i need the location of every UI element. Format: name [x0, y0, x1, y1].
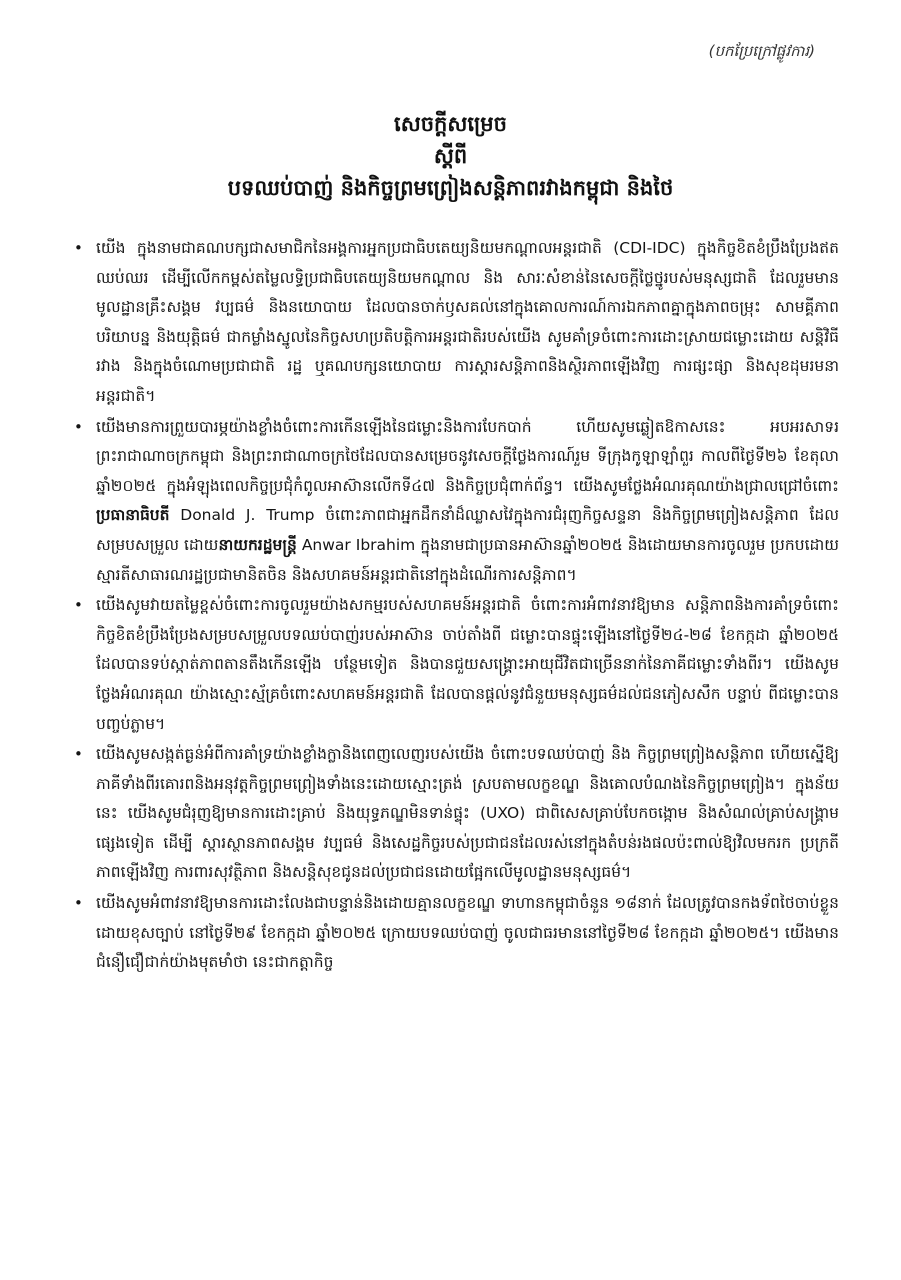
document-title-about: ស្តីពី [433, 144, 468, 168]
paragraph-4 [76, 740, 839, 888]
unofficial-translation-note: (បកប្រែក្រៅផ្លូវការ) [708, 42, 815, 60]
bullet-icon: • [74, 745, 83, 764]
paragraph-text: Anwar Ibrahim ក្នុងនាមជាប្រធានអាស៊ានឆ្នាំ២០២៥ និងដោយមានការចូលរួម ប្រកបដោយស្មារតីសាធារណរដ្ឋប្រជាមានិតចិន និងសហគមន៍អន្តរជាតិនៅក្នុងដំណើរការសន្តិភាព។ [96, 535, 840, 584]
resolution-body [76, 234, 839, 979]
paragraph-1 [76, 234, 839, 412]
title-block [0, 108, 901, 204]
paragraph-2 [76, 413, 839, 591]
bullet-icon: • [74, 417, 83, 436]
bullet-icon: • [74, 239, 83, 257]
bullet-icon: • [74, 894, 83, 913]
president-title: ប្រធានាធិបតី [96, 506, 170, 525]
prime-minister-title: នាយករដ្ឋមន្ត្រី [218, 535, 297, 554]
paragraph-text: យើងសូមសង្កត់ធ្ងន់អំពីការគាំទ្រយ៉ាងខ្លាំងក្លានិងពេញលេញរបស់យើង ចំពោះបទឈប់បាញ់ និង កិច្ចព្រមព្រៀងសន្តិភាព ហើយស្នើឱ្យភាគីទាំងពីរគោរពនិងអនុវត្តកិច្ចព្រមព្រៀងទាំងនេះដោយស្មោះត្រង់ ស្របតាមលក្ខខណ្ឌ និងគោលបំណងនៃកិច្ចព្រមព្រៀង។ ក្នុងន័យនេះ យើងសូមជំរុញឱ្យមានការដោះគ្រាប់ និងយុទ្ធភណ្ឌមិនទាន់ផ្ទុះ (UXO) ជាពិសេសគ្រាប់បែកចង្កោម និងសំណល់គ្រាប់សង្គ្រាមផ្សេងទៀត ដើម្បី ស្តារស្ថានភាពសង្គម វប្បធម៌ និងសេដ្ឋកិច្ចរបស់ប្រជាជនដែលរស់នៅក្នុងតំបន់រងផលប៉ះពាល់ឱ្យវិលមករក ប្រក្រតីភាពឡើងវិញ ការពារសុវត្ថិភាព និងសន្តិសុខជូនដល់ប្រជាជនដោយផ្អែកលើមូលដ្ឋានមនុស្សធម៌។ [96, 745, 839, 882]
paragraph-5 [76, 889, 839, 978]
document-title: សេចក្តីសម្រេច [394, 112, 507, 136]
document-subject: បទឈប់បាញ់ និងកិច្ចព្រមព្រៀងសន្តិភាពរវាងកម្ពុជា និងថៃ [227, 176, 674, 200]
paragraph-text: Donald J. Trump ចំពោះភាពជាអ្នកដឹកនាំដ៏ឈ្លាសវៃក្នុងការជំរុញកិច្ចសន្ទនា និងកិច្ចព្រមព្រៀងសន្តិភាព ដែលសម្របសម្រួល ដោយ [96, 506, 839, 554]
paragraph-text: យើងសូមអំពាវនាវឱ្យមានការដោះលែងជាបន្ទាន់និងដោយគ្មានលក្ខខណ្ឌ ទាហានកម្ពុជាចំនួន ១៨នាក់ ដែលត្រូវបានកងទ័ពថៃចាប់ខ្លួនដោយខុសច្បាប់ នៅថ្ងៃទី២៩ ខែកក្កដា ឆ្នាំ២០២៥ ក្រោយបទឈប់បាញ់ ចូលជាធរមាននៅថ្ងៃទី២៨ ខែកក្កដា ឆ្នាំ២០២៥។ យើងមានជំនឿជឿជាក់យ៉ាងមុតមាំថា នេះជាកត្តាកិច្ច [96, 894, 839, 972]
paragraph-text: យើង ក្នុងនាមជាគណបក្សជាសមាជិកនៃអង្គការអ្នកប្រជាធិបតេយ្យនិយមកណ្តាលអន្តរជាតិ (CDI-IDC) ក្នុងកិច្ចខិតខំប្រឹងប្រែងឥតឈប់ឈរ ដើម្បីលើកកម្ពស់តម្លៃលទ្ធិប្រជាធិបតេយ្យនិយមកណ្តាល និង សារៈសំខាន់នៃសេចក្តីថ្លៃថ្នូរបស់មនុស្សជាតិ ដែលរួមមានមូលដ្ឋានគ្រឹះសង្គម វប្បធម៌ និងនយោបាយ ដែលបានចាក់ឫសគល់នៅក្នុងគោលការណ៍ការឯកភាពគ្នាក្នុងភាពចម្រុះ សាមគ្គីភាព បរិយាបន្ន និងយុត្តិធម៌ ជាកម្លាំងស្នូលនៃកិច្ចសហប្រតិបត្តិការអន្តរជាតិរបស់យើង សូមគាំទ្រចំពោះការដោះស្រាយជម្លោះដោយ សន្តិវិធីរវាង និងក្នុងចំណោមប្រជាជាតិ រដ្ឋ ឬគណបក្សនយោបាយ ការស្តារសន្តិភាពនិងស្ថិរភាពឡើងវិញ ការផ្សះផ្សា និងសុខដុមរមនាអន្តរជាតិ។ [96, 239, 839, 405]
paragraph-3 [76, 591, 839, 739]
paragraph-text: យើងសូមវាយតម្លៃខ្ពស់ចំពោះការចូលរួមយ៉ាងសកម្មរបស់សហគមន៍អន្តរជាតិ ចំពោះការអំពាវនាវឱ្យមាន សន្តិភាពនិងការគាំទ្រចំពោះកិច្ចខិតខំប្រឹងប្រែងសម្របសម្រួលបទឈប់បាញ់របស់អាស៊ាន ចាប់តាំងពី ជម្លោះបានផ្ទុះឡើងនៅថ្ងៃទី២៤-២៨ ខែកក្កដា ឆ្នាំ២០២៥ ដែលបានទប់ស្កាត់ភាពតានតឹងកើនឡើង បន្ថែមទៀត និងបានជួយសង្គ្រោះអាយុជីវិតជាច្រើននាក់នៃភាគីជម្លោះទាំងពីរ។ យើងសូមថ្លែងអំណរគុណ យ៉ាងស្មោះស្ម័គ្រចំពោះសហគមន៍អន្តរជាតិ ដែលបានផ្តល់នូវជំនួយមនុស្សធម៌ដល់ជនភៀសសឹក បន្ទាប់ ពីជម្លោះបានបញ្ចប់ភ្លាម។ [96, 596, 839, 733]
bullet-icon: • [74, 596, 83, 615]
paragraph-text: យើងមានការព្រួយបារម្ភយ៉ាងខ្លាំងចំពោះការកើនឡើងនៃជម្លោះនិងការបែកបាក់ ហើយសូមឆ្លៀតឱកាសនេះ អបអរសាទរព្រះរាជាណាចក្រកម្ពុជា និងព្រះរាជាណាចក្រថៃដែលបានសម្រេចនូវសេចក្តីថ្លែងការណ៍រួម ទីក្រុងកូឡាឡាំពួរ កាលពីថ្ងៃទី២៦ ខែតុលា ឆ្នាំ២០២៥ ក្នុងអំឡុងពេលកិច្ចប្រជុំកំពូលអាស៊ានលើកទី៤៧ និងកិច្ចប្រជុំពាក់ព័ន្ធ។ យើងសូមថ្លែងអំណរគុណយ៉ាងជ្រាលជ្រៅចំពោះ [96, 417, 839, 495]
